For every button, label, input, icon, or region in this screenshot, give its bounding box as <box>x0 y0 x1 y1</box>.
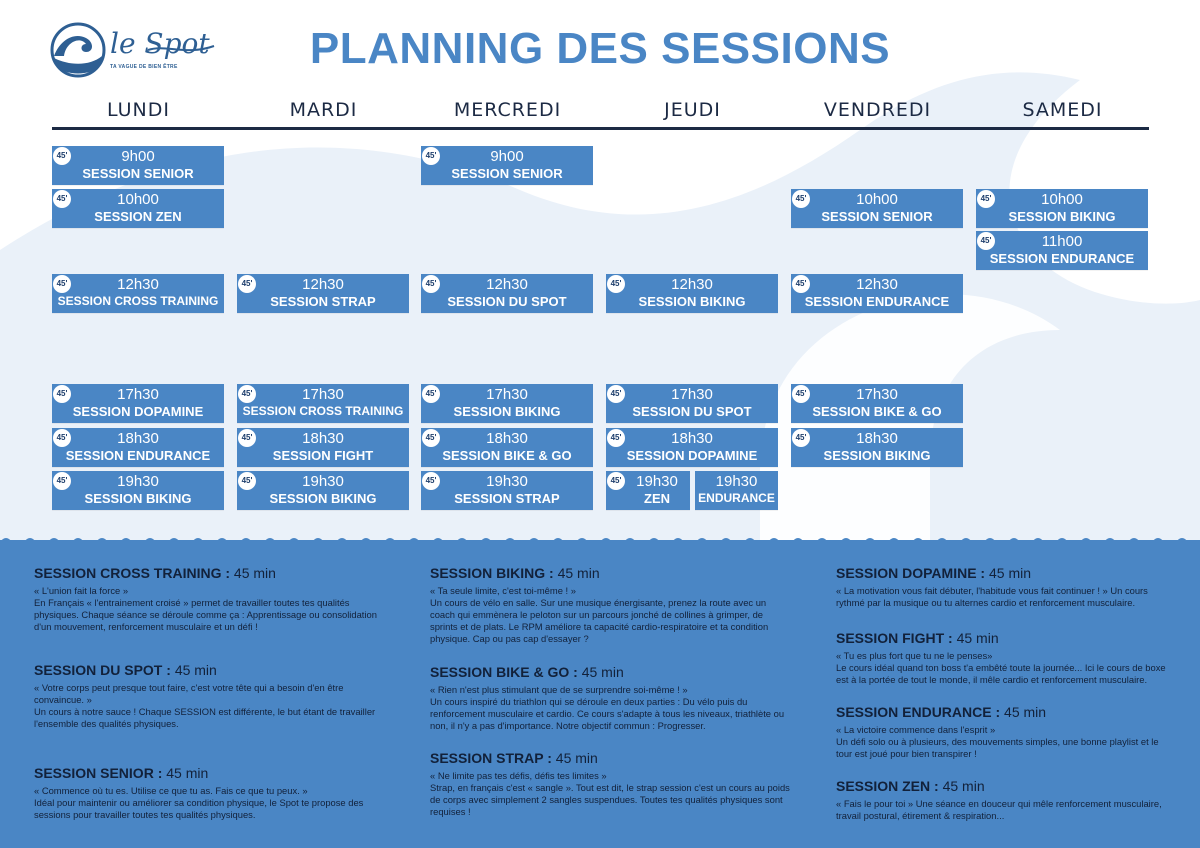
session-slot[interactable] <box>237 428 409 467</box>
session-name: SESSION BIKING <box>269 491 377 506</box>
session-name: SESSION DOPAMINE <box>626 448 758 463</box>
page-title: PLANNING DES SESSIONS <box>309 24 891 73</box>
duration-badge: 45' <box>607 385 625 403</box>
session-slot[interactable] <box>237 384 409 423</box>
session-name: SESSION SENIOR <box>821 209 933 224</box>
session-name: SESSION STRAP <box>270 294 376 309</box>
description-dopamine <box>836 565 1166 609</box>
session-time: 17h30 <box>486 386 528 403</box>
description-text: Un défi solo ou à plusieurs, des mouvements simples, une bonne playlist et le tour est joué pour bien transpirer ! <box>836 736 1159 759</box>
session-time: 17h30 <box>856 386 898 403</box>
duration-badge: 45' <box>53 190 71 208</box>
duration-badge: 45' <box>792 275 810 293</box>
session-name: SESSION BIKING <box>638 294 746 309</box>
session-time: 10h00 <box>117 191 159 208</box>
session-slot[interactable] <box>606 384 778 423</box>
session-slot[interactable] <box>421 146 593 185</box>
session-time: 17h30 <box>302 386 344 403</box>
session-slot[interactable] <box>52 384 224 423</box>
logo-swash-icon <box>146 42 216 56</box>
session-time: 10h00 <box>1041 191 1083 208</box>
day-saturday: SAMEDI <box>1022 99 1103 121</box>
description-text: « Fais le pour toi » Une séance en douceur qui mêle renforcement musculaire, travail postural, étirement & respiration... <box>836 798 1162 821</box>
header-rule <box>52 127 1149 130</box>
duration-badge: 45' <box>977 190 995 208</box>
description-duration: 45 min <box>166 765 209 781</box>
session-time: 17h30 <box>117 386 159 403</box>
session-time: 17h30 <box>671 386 713 403</box>
session-name: SESSION BIKING <box>453 404 561 419</box>
session-name: SESSION ZEN <box>94 209 182 224</box>
day-headers <box>52 99 1148 125</box>
session-slot[interactable] <box>695 471 778 510</box>
session-time: 19h30 <box>715 473 758 490</box>
session-name: SESSION SENIOR <box>451 166 563 181</box>
description-duration: 45 min <box>233 565 276 581</box>
duration-badge: 45' <box>422 147 440 165</box>
session-slot[interactable] <box>606 471 690 510</box>
session-name: SESSION ENDURANCE <box>804 294 950 309</box>
logo-tagline: TA VAGUE DE BIEN ÊTRE <box>110 64 178 70</box>
description-text: Strap, en français c'est « sangle ». Tout est dit, le strap session c'est un cours au poids de corps avec simplement 2 sangles suspendues. Toutes tes qualités physiques sont requises ! <box>430 782 790 817</box>
session-name: SESSION BIKING <box>1008 209 1116 224</box>
description-title: SESSION BIKING : <box>430 565 554 581</box>
duration-badge: 45' <box>792 429 810 447</box>
duration-badge: 45' <box>792 190 810 208</box>
description-duration: 45 min <box>956 630 999 646</box>
description-title: SESSION ENDURANCE : <box>836 704 1001 720</box>
session-name: SESSION ENDURANCE <box>989 251 1135 266</box>
session-time: 11h00 <box>1041 233 1083 250</box>
description-title: SESSION FIGHT : <box>836 630 953 646</box>
session-time: 10h00 <box>856 191 898 208</box>
description-text: En Français « l'entrainement croisé » permet de travailler toutes tes qualités physiques. Chaque séance se déroule comme ça : Apprentissage ou consolidation d'un mouvement, renforcement musculaire et un défi ! <box>34 597 377 632</box>
day-wednesday: MERCREDI <box>453 99 562 121</box>
description-duration: 45 min <box>942 778 985 794</box>
duration-badge: 45' <box>53 385 71 403</box>
session-slot[interactable] <box>52 471 224 510</box>
duration-badge: 45' <box>977 232 995 250</box>
description-text: Idéal pour maintenir ou améliorer sa condition physique, le Spot te propose des sessions pour travailler toutes tes qualités physiques. <box>34 797 364 820</box>
description-title: SESSION CROSS TRAINING : <box>34 565 231 581</box>
description-quote: « La victoire commence dans l'esprit » <box>836 724 996 735</box>
description-text: Un cours à notre sauce ! Chaque SESSION est différente, le but étant de travailler l'ensemble des qualités physiques. <box>34 706 376 729</box>
duration-badge: 45' <box>422 429 440 447</box>
session-time: 19h30 <box>486 473 528 490</box>
session-slot[interactable] <box>421 428 593 467</box>
session-time: 18h30 <box>117 430 159 447</box>
session-name: SESSION CROSS TRAINING <box>242 404 404 418</box>
session-time: 12h30 <box>486 276 528 293</box>
description-fight <box>836 630 1166 686</box>
description-text: « La motivation vous fait débuter, l'habitude vous fait continuer ! » Un cours rythmé par la musique ou tu alternes cardio et renforcement musculaire. <box>836 585 1148 608</box>
session-slot[interactable] <box>791 384 963 423</box>
session-name: ENDURANCE <box>698 491 775 505</box>
day-friday: VENDREDI <box>823 99 932 121</box>
session-name: SESSION DU SPOT <box>447 294 567 309</box>
description-text: Un cours de vélo en salle. Sur une musique énergisante, prenez la route avec un coach qui emmènera le peloton sur un parcours jonché de collines à grimper, de sprints et de plats. Le RPM améliore ta capacité cardio-respiratoire et ta condition physique. Cap ou pas cap d'essayer ? <box>430 597 769 644</box>
session-time: 9h00 <box>121 148 155 165</box>
description-text: Un cours inspiré du triathlon qui se déroule en deux parties : Du vélo puis du renforcement musculaire et cardio. Ce cours s'adapte à tous les niveaux, triathlète ou non, il n'y a pas d'importance. Notre objectif commun : Progresser. <box>430 696 785 731</box>
description-duration: 45 min <box>557 565 600 581</box>
day-monday: LUNDI <box>107 99 170 121</box>
description-title: SESSION ZEN : <box>836 778 939 794</box>
session-slot[interactable] <box>52 274 224 313</box>
session-slot[interactable] <box>791 189 963 228</box>
session-slot[interactable] <box>52 146 224 185</box>
duration-badge: 45' <box>607 275 625 293</box>
session-slot[interactable] <box>606 274 778 313</box>
session-slot[interactable] <box>976 189 1148 228</box>
description-quote: « Votre corps peut presque tout faire, c'est votre tête qui a besoin d'en être convaincue. » <box>34 682 344 705</box>
day-thursday: JEUDI <box>664 99 721 121</box>
session-name: SESSION ENDURANCE <box>65 448 211 463</box>
session-slot[interactable] <box>52 428 224 467</box>
session-name: SESSION BIKING <box>84 491 192 506</box>
description-quote: « L'union fait la force » <box>34 585 129 596</box>
session-slot[interactable] <box>237 471 409 510</box>
session-slot[interactable] <box>237 274 409 313</box>
session-time: 18h30 <box>671 430 713 447</box>
description-duration: 45 min <box>1004 704 1047 720</box>
duration-badge: 45' <box>607 472 625 490</box>
description-title: SESSION SENIOR : <box>34 765 163 781</box>
logo-wordmark: le Spot <box>110 27 210 60</box>
description-title: SESSION STRAP : <box>430 750 552 766</box>
description-bike-and-go <box>430 664 792 732</box>
duration-badge: 45' <box>53 147 71 165</box>
session-name: SESSION SENIOR <box>82 166 194 181</box>
duration-badge: 45' <box>238 275 256 293</box>
session-name: SESSION BIKE & GO <box>442 448 572 463</box>
session-name: SESSION DU SPOT <box>632 404 752 419</box>
description-quote: « Ta seule limite, c'est toi-même ! » <box>430 585 576 596</box>
description-strap <box>430 750 792 818</box>
description-duration: 45 min <box>988 565 1032 581</box>
day-tuesday: MARDI <box>289 99 358 121</box>
session-name: SESSION CROSS TRAINING <box>57 294 219 308</box>
session-slot[interactable] <box>606 428 778 467</box>
session-name: SESSION BIKE & GO <box>812 404 942 419</box>
description-biking <box>430 565 792 645</box>
session-name: SESSION DOPAMINE <box>72 404 204 419</box>
description-duration: 45 min <box>581 664 624 680</box>
session-time: 9h00 <box>490 148 524 165</box>
description-text: Le cours idéal quand ton boss t'a embêté toute la journée... Ici le cours de boxe est à la portée de tout le monde, il mêle cardio et renforcement musculaire. <box>836 662 1166 685</box>
duration-badge: 45' <box>238 429 256 447</box>
description-quote: « Tu es plus fort que tu ne le penses» <box>836 650 993 661</box>
description-endurance <box>836 704 1166 760</box>
session-time: 19h30 <box>636 473 678 490</box>
description-cross-training <box>34 565 384 633</box>
duration-badge: 45' <box>53 275 71 293</box>
description-title: SESSION DOPAMINE : <box>836 565 986 581</box>
duration-badge: 45' <box>792 385 810 403</box>
description-duration: 45 min <box>174 662 217 678</box>
duration-badge: 45' <box>422 275 440 293</box>
session-slot[interactable] <box>421 274 593 313</box>
session-time: 19h30 <box>302 473 344 490</box>
duration-badge: 45' <box>53 429 71 447</box>
description-duration: 45 min <box>555 750 598 766</box>
description-zen <box>836 778 1166 822</box>
session-time: 12h30 <box>302 276 344 293</box>
session-name: SESSION BIKING <box>823 448 931 463</box>
duration-badge: 45' <box>422 385 440 403</box>
description-quote: « Ne limite pas tes défis, défis tes limites » <box>430 770 607 781</box>
duration-badge: 45' <box>238 385 256 403</box>
session-slot[interactable] <box>421 471 593 510</box>
duration-badge: 45' <box>607 429 625 447</box>
session-time: 12h30 <box>856 276 898 293</box>
session-name: SESSION STRAP <box>454 491 560 506</box>
session-slot[interactable] <box>421 384 593 423</box>
session-time: 18h30 <box>486 430 528 447</box>
session-time: 18h30 <box>856 430 898 447</box>
session-name: SESSION FIGHT <box>272 448 374 463</box>
duration-badge: 45' <box>53 472 71 490</box>
description-du-spot <box>34 662 384 730</box>
session-time: 19h30 <box>117 473 159 490</box>
session-slot[interactable] <box>52 189 224 228</box>
duration-badge: 45' <box>422 472 440 490</box>
wave-logo-icon <box>50 22 106 78</box>
session-slot[interactable] <box>976 231 1148 270</box>
session-time: 12h30 <box>117 276 159 293</box>
description-title: SESSION BIKE & GO : <box>430 664 578 680</box>
session-slot[interactable] <box>791 274 963 313</box>
description-quote: « Commence où tu es. Utilise ce que tu as. Fais ce que tu peux. » <box>34 785 308 796</box>
logo[interactable] <box>50 20 220 80</box>
description-title: SESSION DU SPOT : <box>34 662 171 678</box>
session-time: 18h30 <box>302 430 344 447</box>
session-time: 12h30 <box>671 276 713 293</box>
description-quote: « Rien n'est plus stimulant que de se surprendre soi-même ! » <box>430 684 688 695</box>
duration-badge: 45' <box>238 472 256 490</box>
session-name: ZEN <box>644 491 670 506</box>
description-senior <box>34 765 384 821</box>
session-slot[interactable] <box>791 428 963 467</box>
